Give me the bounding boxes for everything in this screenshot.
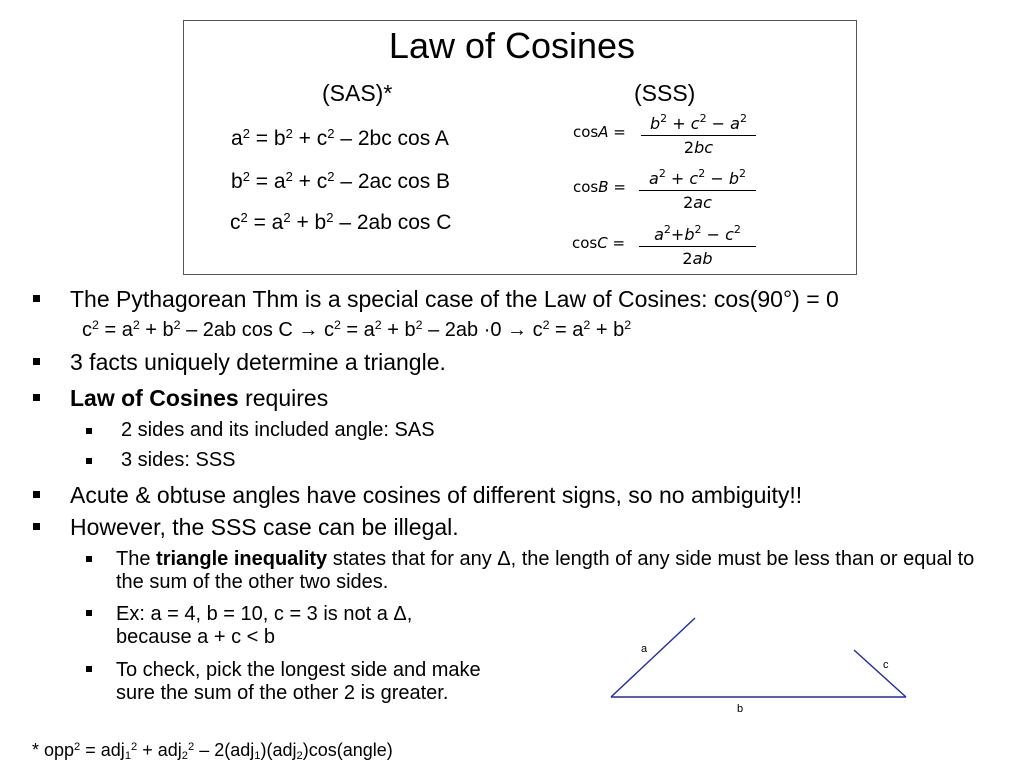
illegal-triangle-diagram bbox=[600, 610, 920, 720]
sub-bullet-triangle-inequality: The triangle inequality states that for any Δ, the length of any side must be less than or equal to the sum of the other two sides. bbox=[116, 548, 975, 593]
sub-bullet-example: Ex: a = 4, b = 10, c = 3 is not a Δ, because a + c < b bbox=[116, 603, 413, 648]
bullet-marker bbox=[86, 610, 92, 616]
fraction-bar bbox=[641, 135, 756, 136]
bullet-marker bbox=[86, 428, 92, 434]
bullet-marker bbox=[86, 458, 92, 464]
fraction-bar bbox=[639, 190, 756, 191]
side-a bbox=[611, 618, 695, 697]
sss-header: (SSS) bbox=[634, 80, 696, 106]
bullet-law-of-cosines: Law of Cosines requires bbox=[70, 385, 329, 411]
label-b: b bbox=[737, 703, 744, 715]
bullet-pythagorean: The Pythagorean Thm is a special case of the Law of Cosines: cos(90°) = 0 bbox=[70, 286, 839, 312]
bullet-marker bbox=[33, 523, 40, 530]
fraction-bar bbox=[639, 246, 756, 247]
bullet-however: However, the SSS case can be illegal. bbox=[70, 514, 459, 540]
sas-equation-a: $a^2 = b^2 + c^2 - 2bc$ cos A bbox=[231, 125, 449, 150]
sub-bullet-sss: 3 sides: SSS bbox=[121, 449, 236, 471]
pythagorean-derivation: $c^2 = a^2 + b^2 - 2ab$ $\cos C \to c^2 = a^2 + b^2 - 2ab \cdot 0 \to c^2 = a^2 + b^2$ bbox=[82, 318, 632, 341]
page-title: Law of Cosines bbox=[388, 25, 636, 66]
bullet-three-facts: 3 facts uniquely determine a triangle. bbox=[70, 349, 446, 375]
bullet-marker bbox=[33, 358, 40, 365]
bullet-acute-obtuse: Acute & obtuse angles have cosines of different signs, so no ambiguity!! bbox=[70, 482, 803, 508]
bullet-marker bbox=[33, 394, 40, 401]
bullet-marker bbox=[33, 491, 40, 498]
side-c bbox=[854, 650, 906, 697]
footnote: * opp$^2$ = adj$_1^2$ + adj$_2^2$ – 2(adj$_1$)(adj$_2$)cos(angle) bbox=[32, 740, 393, 762]
sss-formula-cos-c: cosC = $a^2+b^2 - c^2$ 2ab bbox=[572, 223, 762, 273]
sas-equation-b: $b^2 = a^2 + c^2 - 2ac$ cos B bbox=[231, 168, 451, 193]
label-a: a bbox=[641, 643, 648, 655]
sas-header: (SAS)* bbox=[322, 80, 393, 106]
sss-formula-cos-a: cosA = $b^2 + c^2 - a^2$ 2bc bbox=[573, 112, 763, 162]
sub-bullet-to-check: To check, pick the longest side and make sure the sum of the other 2 is greater. bbox=[116, 659, 481, 704]
sub-bullet-sas: 2 sides and its included angle: SAS bbox=[121, 419, 435, 441]
bullet-marker bbox=[33, 295, 40, 302]
bullet-marker bbox=[86, 666, 92, 672]
label-c: c bbox=[883, 659, 889, 671]
sas-equation-c: $c^2 = a^2 + b^2 - 2ab$ cos C bbox=[230, 209, 452, 234]
bullet-marker bbox=[86, 556, 92, 562]
sss-formula-cos-b: cosB = $a^2 + c^2 - b^2$ 2ac bbox=[573, 167, 763, 217]
